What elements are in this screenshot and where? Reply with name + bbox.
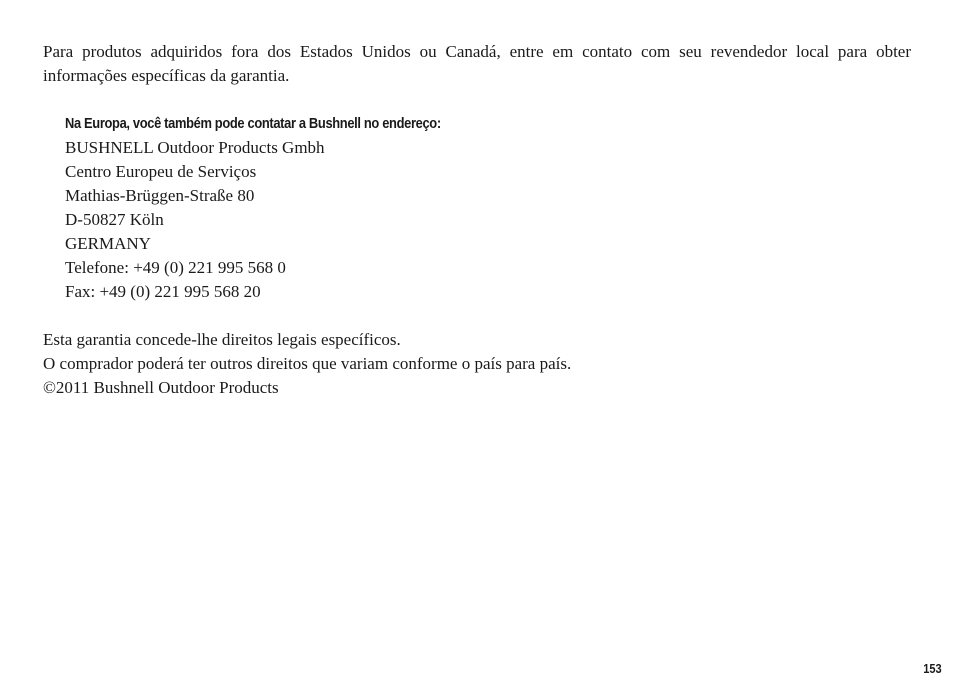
- intro-paragraph: Para produtos adquiridos fora dos Estados Unidos ou Canadá, entre em contato com seu revendedor local para obter informações específicas da garantia.: [43, 42, 911, 85]
- address-service-center: Centro Europeu de Serviços: [65, 162, 257, 181]
- closing-block: [43, 328, 911, 400]
- address-street: Mathias-Brüggen-Straße 80: [65, 186, 255, 205]
- buyer-rights-line: O comprador poderá ter outros direitos que variam conforme o país para país.: [43, 354, 572, 373]
- europe-contact-heading: Na Europa, você também pode contatar a Bushnell no endereço:: [65, 115, 441, 132]
- copyright-line: ©2011 Bushnell Outdoor Products: [43, 378, 279, 397]
- europe-contact-block: [65, 112, 765, 304]
- address-fax: Fax: +49 (0) 221 995 568 20: [65, 282, 261, 301]
- page-number: 153: [923, 661, 942, 676]
- address-company: BUSHNELL Outdoor Products Gmbh: [65, 138, 325, 157]
- address-country: GERMANY: [65, 234, 151, 253]
- address-postal-city: D-50827 Köln: [65, 210, 164, 229]
- legal-rights-line: Esta garantia concede-lhe direitos legais específicos.: [43, 330, 401, 349]
- address-phone: Telefone: +49 (0) 221 995 568 0: [65, 258, 286, 277]
